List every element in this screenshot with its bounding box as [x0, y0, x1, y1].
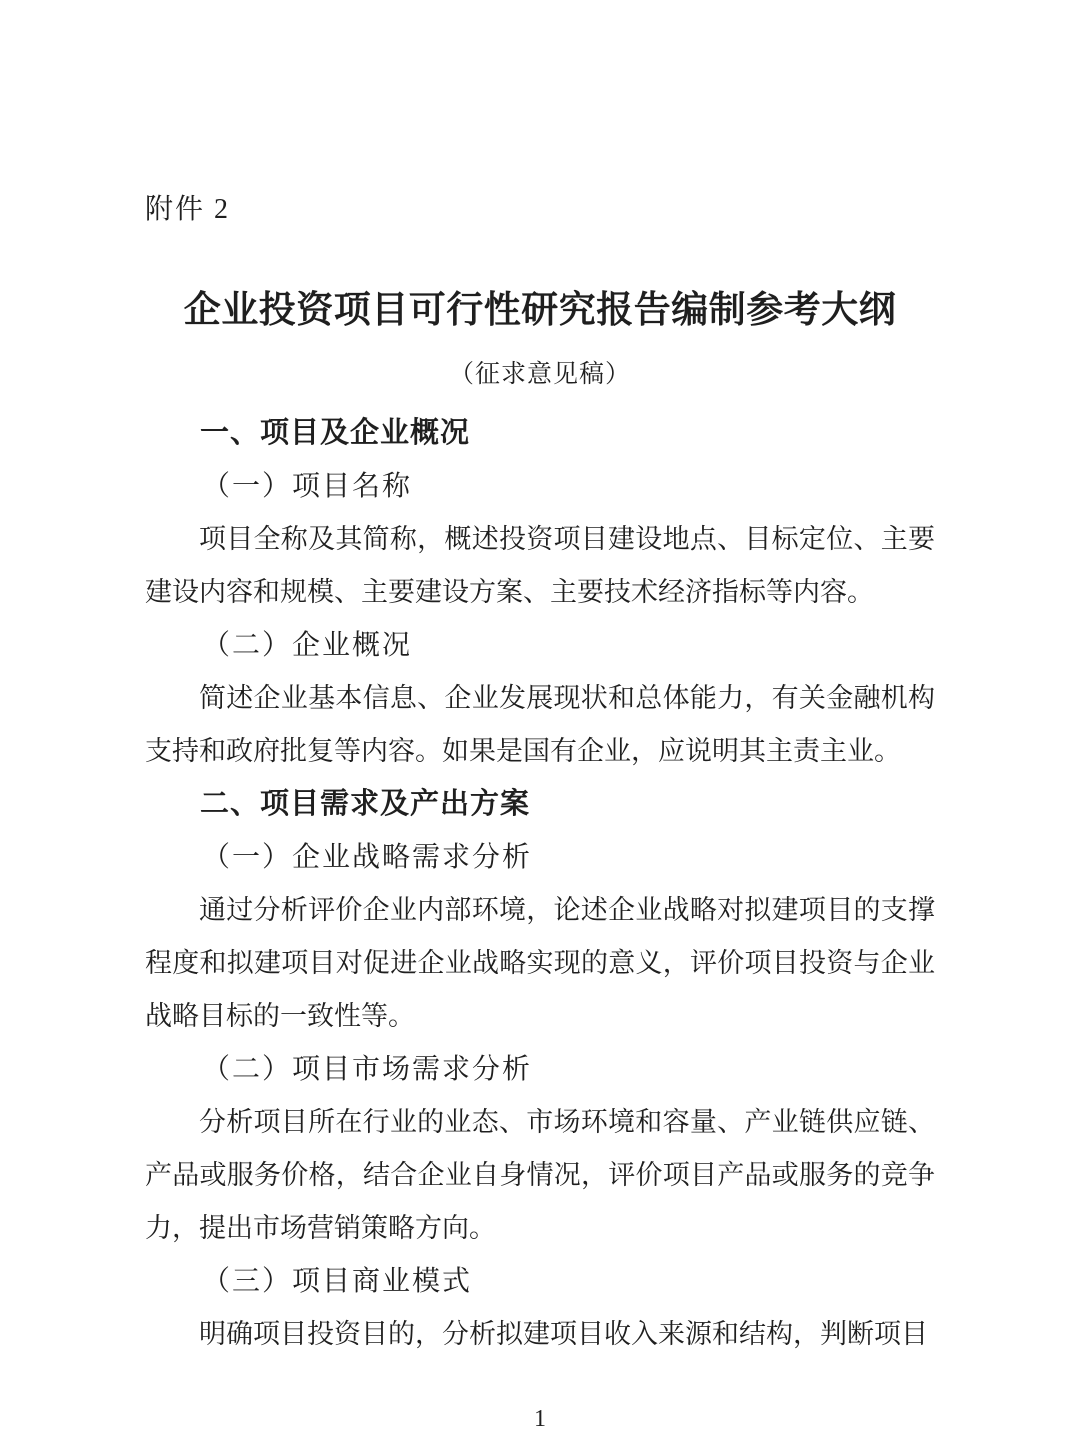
document-body	[145, 407, 935, 1361]
subsection-heading: （三）项目商业模式	[202, 1266, 473, 1297]
document-subtitle: （征求意见稿）	[448, 361, 631, 388]
page-number: 1	[534, 1406, 546, 1432]
paragraph: 分析项目所在行业的业态、市场环境和容量、产业链供应链、产品或服务价格，结合企业自身情况，评价项目产品或服务的竞争力，提出市场营销策略方向。	[145, 1107, 935, 1243]
paragraph: 简述企业基本信息、企业发展现状和总体能力，有关金融机构支持和政府批复等内容。如果是国有企业，应说明其主责主业。	[145, 683, 935, 766]
paragraph: 明确项目投资目的，分析拟建项目收入来源和结构，判断项目	[199, 1319, 928, 1349]
subsection-heading: （二）项目市场需求分析	[202, 1054, 533, 1085]
paragraph: 通过分析评价企业内部环境，论述企业战略对拟建项目的支撑程度和拟建项目对促进企业战略实现的意义，评价项目投资与企业战略目标的一致性等。	[145, 895, 935, 1031]
section-heading: 二、项目需求及产出方案	[200, 788, 531, 820]
attachment-label: 附件 2	[145, 194, 231, 225]
document-title: 企业投资项目可行性研究报告编制参考大纲	[183, 290, 897, 331]
subsection-heading: （二）企业概况	[202, 630, 413, 661]
subsection-heading: （一）企业战略需求分析	[202, 842, 533, 873]
section-heading: 一、项目及企业概况	[200, 417, 471, 449]
subsection-heading: （一）项目名称	[202, 471, 413, 502]
paragraph: 项目全称及其简称，概述投资项目建设地点、目标定位、主要建设内容和规模、主要建设方案、主要技术经济指标等内容。	[145, 524, 935, 607]
